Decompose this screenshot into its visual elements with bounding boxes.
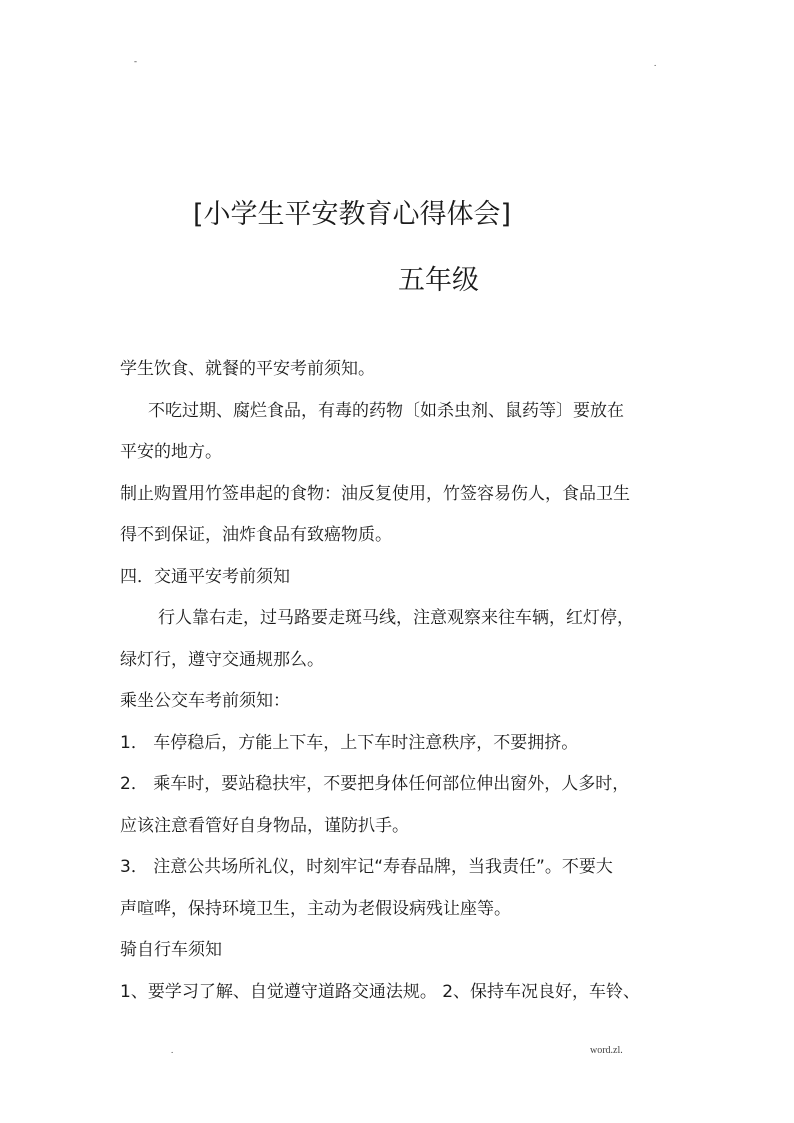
paragraph-line: 学生饮食、就餐的平安考前须知。 xyxy=(120,359,375,379)
paragraph-line: 声喧哗，保持环境卫生，主动为老假设病残让座等。 xyxy=(120,898,511,919)
section-heading: 骑自行车须知 xyxy=(120,940,222,960)
paragraph-line: 平安的地方。 xyxy=(120,442,222,462)
document-body xyxy=(120,349,680,1013)
paragraph-line: 得不到保证，油炸食品有致癌物质。 xyxy=(120,525,392,545)
paragraph-line: 应该注意看管好自身物品，谨防扒手。 xyxy=(120,815,409,836)
header-left-mark: - xyxy=(134,56,137,66)
list-item: 1． 车停稳后，方能上下车，上下车时注意秩序，不要拥挤。 xyxy=(120,732,579,753)
header-right-mark: . xyxy=(654,58,657,68)
list-item: 3． 注意公共场所礼仪，时刻牢记“寿春品牌，当我责任”。不要大 xyxy=(120,857,613,877)
document-subtitle: 五年级 xyxy=(398,265,479,296)
section-heading: 四．交通平安考前须知 xyxy=(120,566,290,587)
footer-right-mark: word.zl. xyxy=(590,1045,623,1056)
document-title: [小学生平安教育心得体会] xyxy=(193,199,512,230)
list-item: 2． 乘车时，要站稳扶牢，不要把身体任何部位伸出窗外，人多时， xyxy=(120,774,630,794)
paragraph-line: 制止购置用竹签串起的食物：油反复使用，竹签容易伤人，食品卫生 xyxy=(120,483,630,504)
paragraph-line: 绿灯行，遵守交通规那么。 xyxy=(120,649,324,670)
paragraph-line: 不吃过期、腐烂食品，有毒的药物〔如杀虫剂、鼠药等〕要放在 xyxy=(148,400,624,421)
footer-left-mark: . xyxy=(171,1045,174,1055)
paragraph-line: 行人靠右走，过马路要走斑马线，注意观察来往车辆，红灯停， xyxy=(158,608,634,628)
list-item: 1、要学习了解、自觉遵守道路交通法规。 2、保持车况良好，车铃、 xyxy=(120,981,641,1002)
section-heading: 乘坐公交车考前须知： xyxy=(120,691,290,711)
